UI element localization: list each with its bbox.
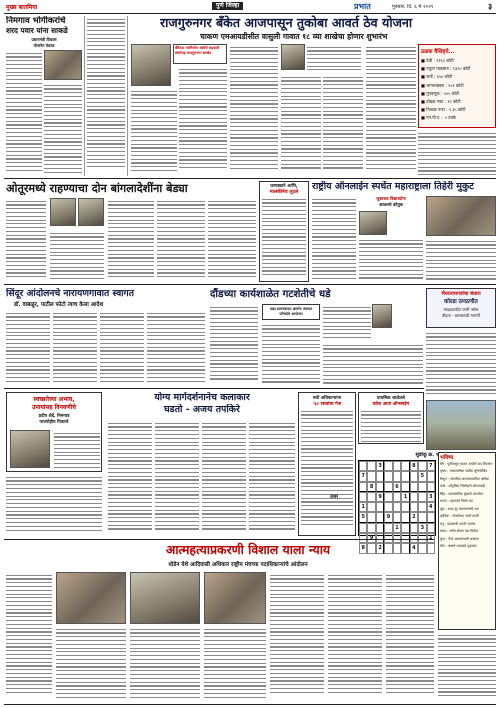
sindoor-body-4	[147, 310, 205, 386]
daund-box-line-1: वाडा ग्रामपंचायत अंतर्गत पंचायत	[269, 307, 313, 311]
daund-portrait	[372, 304, 392, 328]
sudoku-cell	[410, 492, 418, 502]
sindoor-body-1	[6, 310, 50, 386]
daund-body-4	[323, 342, 423, 386]
lead-headline: राजगुरुनगर बँकेत आजपासून तुकोबा आवर्त ठेव योजना	[160, 15, 413, 30]
horoscope-entry: धनु : प्रवासाची तयारी लाभेल	[440, 521, 476, 526]
sudoku-cell: 5	[418, 471, 426, 481]
lead-caption-2: संघटेसह राजगुरुनगर शाखेत	[175, 51, 212, 55]
bottom-body-4	[204, 626, 266, 702]
highlights-item: ■ एन.पी.ए. : ० टक्के	[421, 115, 456, 121]
sudoku-cell: 3	[418, 523, 426, 533]
sudoku-cell: 7	[427, 461, 435, 471]
bottom-body-2	[56, 626, 126, 702]
highlights-item: ■ ठेवी : ११६५ कोटी	[421, 58, 454, 63]
highlights-item: ■ भागभांडवल : १०१ कोटी	[421, 82, 464, 88]
highlights-title: ठळक वैशिष्ट्ये...	[421, 49, 455, 55]
sudoku-cell	[418, 502, 426, 512]
cleanliness-body	[6, 474, 102, 536]
sudoku-cell: 9	[384, 512, 392, 522]
highlights-item: ■ निव्वळ नफा : २.३५ कोटी	[421, 107, 466, 113]
col2-body-a	[87, 16, 125, 176]
lead-body-5	[281, 74, 321, 176]
sudoku-cell: 3	[376, 461, 384, 471]
sindoor-sub: डॉ. वाबळूर, पाटील फोटो त्याच केला आदेश	[14, 302, 104, 308]
horoscope-entry: मिथुन : संसारिक कल्याणाकरिता अधिक	[440, 476, 489, 481]
sudoku-cell	[384, 461, 392, 471]
daund-box	[262, 304, 320, 320]
sudoku-cell	[418, 461, 426, 471]
admissions-body	[361, 408, 421, 442]
sudoku-cell	[418, 492, 426, 502]
cleanliness-byline-2: पाचपोहीय पित्याचे	[39, 420, 69, 425]
daund-box-line-2: परिषदेचे आयोजन	[279, 312, 303, 316]
bottom-body-1	[6, 572, 52, 702]
sudoku-cell: 7	[359, 471, 367, 481]
lead-caption: बँकेच्या नवनिर्माण संस्थेचे सहकारी	[175, 46, 220, 50]
sudoku-cell	[384, 482, 392, 492]
otur-body-2	[50, 230, 104, 282]
top-left-sub2: योजनेत वेताळ	[33, 43, 55, 48]
otur-headline: ओतूरमध्ये राहण्याचा दोन बांगलादेशींना बेड्या	[6, 181, 188, 195]
admissions-head-1: प्राथमिक शाळेतले	[376, 396, 406, 401]
top-left-headline-1: निमगाव भोगीकरांचे	[6, 16, 66, 26]
sudoku-cell	[376, 471, 384, 481]
highlights-item: ■ ढोबळ नफा : १२ कोटी	[421, 99, 461, 105]
sudoku-cell: 3	[427, 492, 435, 502]
sudoku-cell: 4	[410, 543, 418, 553]
masthead-date: गुरुवार, दि. ६ मे २०२१	[392, 4, 434, 10]
bhairavnath-sub: मादळवाडीत पाणी नसेल	[443, 307, 479, 312]
bhairavnath-body	[426, 330, 496, 398]
sudoku-cell	[427, 512, 435, 522]
sudoku-cell	[376, 512, 384, 522]
lead-subhead: चाकण एमआयडीसीत वासुली गावात १८ व्या शाखेचा होणार शुभारंभ	[200, 32, 388, 41]
national-caption-2: अव्वलचे कौतुक	[379, 202, 403, 207]
bottom-headline: आत्महत्याप्रकरणी विशाल याला न्याय	[165, 542, 331, 557]
sudoku-cell	[359, 482, 367, 492]
sudoku-cell	[384, 492, 392, 502]
masthead-section-label: मुख्य बातमिया	[6, 4, 38, 11]
daund-headline: दौंडच्या कार्यशाळेत गटशेतीचे धडे	[210, 288, 331, 300]
roads-head-2: '६० रस्त्यांचा गेज	[312, 402, 342, 407]
sudoku-cell	[418, 482, 426, 492]
highlights-item: ■ एकूण व्यवसाय : १३१० कोटी	[421, 66, 471, 72]
bhairavnath-box	[426, 288, 496, 328]
horoscope-entry: मीन : कष्टाने यशाकडे पुढाकार	[440, 544, 477, 549]
sudoku-cell	[401, 502, 409, 512]
cleanliness-byline: प्रदीप शेडे, निमगाव	[38, 414, 70, 419]
artist-headline: योग्य मार्गदर्शनानेच कलाकार	[154, 392, 250, 403]
highlights-item: ■ कर्जे : ६५० कोटी	[421, 74, 453, 80]
artist-body-1	[108, 420, 152, 536]
artist-body-4	[249, 420, 295, 536]
national-body-1	[312, 196, 356, 282]
horoscope-entry: कर्क : कौटुंबिक जिम्मेदारी कोणत्याही	[440, 484, 486, 489]
lead-body-4	[307, 44, 361, 74]
bottom-body-3	[130, 626, 200, 702]
sudoku-cell	[401, 523, 409, 533]
admissions-head-2: प्रवेश आता ऑनलाईन	[372, 402, 410, 407]
otur-photo-1	[50, 198, 76, 226]
servant-theft-body	[262, 196, 306, 280]
cleanliness-head-2: उपायांसह विनवणीचे	[32, 404, 76, 411]
lead-body-2	[179, 66, 227, 176]
sudoku-cell	[410, 471, 418, 481]
sudoku-cell	[376, 482, 384, 492]
bhairavnath-sub-2: तीव्रता - ग्रामस्थांची मागणी	[441, 313, 481, 318]
horoscope-entry: मकर : सर्वच क्षेत्रात यश मिळेल	[440, 529, 479, 534]
bottom-subhead: धोडेन येथे आदिवासी अधिकार राष्ट्रीय मंचच्या पदाधिकाऱ्यांचे आंदोलन	[168, 562, 308, 568]
masthead-district-tag: पुणे जिल्हा	[212, 2, 243, 10]
sudoku-cell: 8	[367, 482, 375, 492]
sudoku-cell: 4	[427, 502, 435, 512]
national-caption-1: जुन्नरच्या विद्यार्थ्यांना	[376, 196, 406, 201]
servant-theft-head-2: मालकीनेच लुटले	[269, 190, 299, 195]
sudoku-cell	[393, 492, 401, 502]
bhairavnath-photo	[426, 400, 496, 450]
sudoku-cell: 1	[359, 502, 367, 512]
top-left-sub: प्रधानमंत्री विकास	[31, 37, 57, 42]
page-number: ३	[488, 2, 493, 11]
sudoku-cell	[393, 471, 401, 481]
artist-headline-2: घडतो - अजय तपकिरे	[164, 404, 240, 415]
horoscope-entry: तूळ : बाधा दूर करण्यासाठी यश	[440, 506, 479, 511]
national-body-2	[359, 237, 423, 282]
top-left-body-2	[44, 82, 82, 176]
sudoku-cell	[427, 523, 435, 533]
sudoku-cell	[367, 461, 375, 471]
national-caption	[360, 196, 422, 210]
lead-caption-box	[173, 44, 227, 64]
otur-body-5	[208, 198, 256, 282]
roads-head-1: मठी अधिकाऱ्यांना	[312, 396, 342, 401]
bottom-body-6	[328, 572, 382, 702]
sudoku-cell	[427, 482, 435, 492]
highlights-box	[418, 44, 496, 128]
cleanliness-head-1: स्वच्छतेच्या अभाव,	[33, 396, 75, 403]
sudoku-cell	[367, 502, 375, 512]
national-photo-1	[359, 211, 387, 235]
sudoku-cell: 6	[393, 482, 401, 492]
sudoku-cell	[367, 512, 375, 522]
sudoku-cell	[410, 482, 418, 492]
sudoku-cell: 1	[393, 523, 401, 533]
daund-body-2	[262, 322, 320, 386]
sindoor-body-2	[53, 310, 97, 386]
lead-body-3	[230, 44, 278, 176]
national-headline: राष्ट्रीय ऑनलाईन स्पर्धेत महाराष्ट्राला तिहेरी मुकुट	[312, 181, 474, 192]
national-photo-2	[426, 196, 496, 236]
national-body-3	[426, 238, 496, 282]
roads-body	[301, 408, 353, 534]
sudoku-cell	[359, 461, 367, 471]
otur-photo-2	[78, 198, 104, 226]
top-left-body-1	[6, 50, 42, 176]
lead-body-7	[366, 44, 416, 176]
bottom-body-5	[270, 572, 324, 702]
horoscope-entry: मेष : पूर्वीपासून चालत आलेले वाद मिटणार	[440, 462, 493, 466]
sudoku-cell	[384, 502, 392, 512]
otur-body-4	[157, 198, 205, 282]
sudoku-cell	[427, 471, 435, 481]
sudoku-cell	[401, 471, 409, 481]
sudoku-cell	[367, 492, 375, 502]
bottom-body-7	[386, 572, 434, 702]
bottom-body-8	[438, 632, 496, 702]
otur-body-3	[108, 198, 154, 282]
sudoku-cell	[401, 482, 409, 492]
sudoku-grid	[358, 460, 436, 552]
sudoku-cell	[401, 461, 409, 471]
sudoku-title: सुडोकू क्र. १	[415, 452, 439, 458]
sudoku-cell	[367, 471, 375, 481]
sudoku-cell: 5	[359, 512, 367, 522]
lead-portrait	[281, 44, 305, 70]
lead-photo	[131, 44, 171, 86]
top-left-headline-2: शरद पवार यांना साकडे	[6, 26, 68, 35]
sudoku-cell	[393, 512, 401, 522]
sudoku-cell: 1	[401, 492, 409, 502]
sudoku-cell: 8	[359, 543, 367, 553]
sudoku-cell: 2	[410, 512, 418, 522]
horoscope-title: भविष्य	[440, 455, 454, 461]
bottom-photo-1	[56, 572, 126, 624]
horoscope-list	[440, 462, 494, 628]
sindoor-headline: सिंदूर आंदोलनचे नारायणगावात स्वागत	[6, 288, 134, 299]
highlights-item: ■ गुंतवणूक : ५०५ कोटी	[421, 90, 460, 96]
horoscope-entry: वृश्चिक : नोकरीच्या जागी प्रगती	[440, 514, 480, 519]
masthead	[0, 0, 500, 14]
sudoku-cell	[359, 523, 367, 533]
sudoku-cell	[384, 471, 392, 481]
horoscope-entry: सिंह : व्यावसायिक सुखाने जाणवेल	[440, 491, 483, 496]
lead-body-8	[418, 130, 496, 176]
sudoku-cell	[393, 502, 401, 512]
lead-body-1	[131, 88, 177, 176]
artist-body-3	[202, 420, 246, 536]
top-left-photo	[44, 50, 82, 80]
sudoku-label: उत्तर	[330, 494, 339, 500]
sudoku-cell	[384, 523, 392, 533]
sudoku-cell	[418, 512, 426, 522]
sudoku-cell	[410, 523, 418, 533]
masthead-brand: प्रभात	[354, 1, 371, 11]
sudoku-cell	[393, 461, 401, 471]
sudoku-cell	[359, 492, 367, 502]
otur-body-1	[6, 198, 46, 282]
bhairavnath-title-2: कोरडा ठणठणीत	[444, 299, 478, 305]
sudoku-cell: 9	[376, 492, 384, 502]
sudoku-cell	[401, 512, 409, 522]
artist-body-2	[155, 420, 199, 536]
bottom-photo-3	[204, 572, 266, 624]
horoscope-entry: वृषभ : व्यावसायिक वाढीस सुनियोजित	[440, 469, 488, 474]
lead-body-6	[323, 74, 363, 176]
horoscope-entry: कन्या : महत्त्वाचे निर्णय घ्या	[440, 499, 474, 504]
cleanliness-photo	[10, 430, 50, 468]
sudoku-cell	[376, 502, 384, 512]
servant-theft-head-1: घरगड्याने आणि,	[270, 184, 298, 189]
daund-body-1	[210, 304, 258, 386]
sudoku-cell	[410, 502, 418, 512]
bottom-photo-2	[130, 572, 200, 624]
bhairavnath-title: भैरवनाथगवांचा बंधारा	[441, 291, 481, 297]
sudoku-cell	[367, 523, 375, 533]
sudoku-cell	[376, 523, 384, 533]
daund-body-3	[323, 304, 371, 340]
sudoku-cell: 8	[410, 461, 418, 471]
sindoor-body-3	[100, 310, 144, 386]
cleanliness-body-side	[54, 430, 100, 470]
horoscope-entry: कुंभ : पैसा अडकण्याची शक्यता	[440, 536, 479, 541]
sudoku-cell: 2	[376, 543, 384, 553]
